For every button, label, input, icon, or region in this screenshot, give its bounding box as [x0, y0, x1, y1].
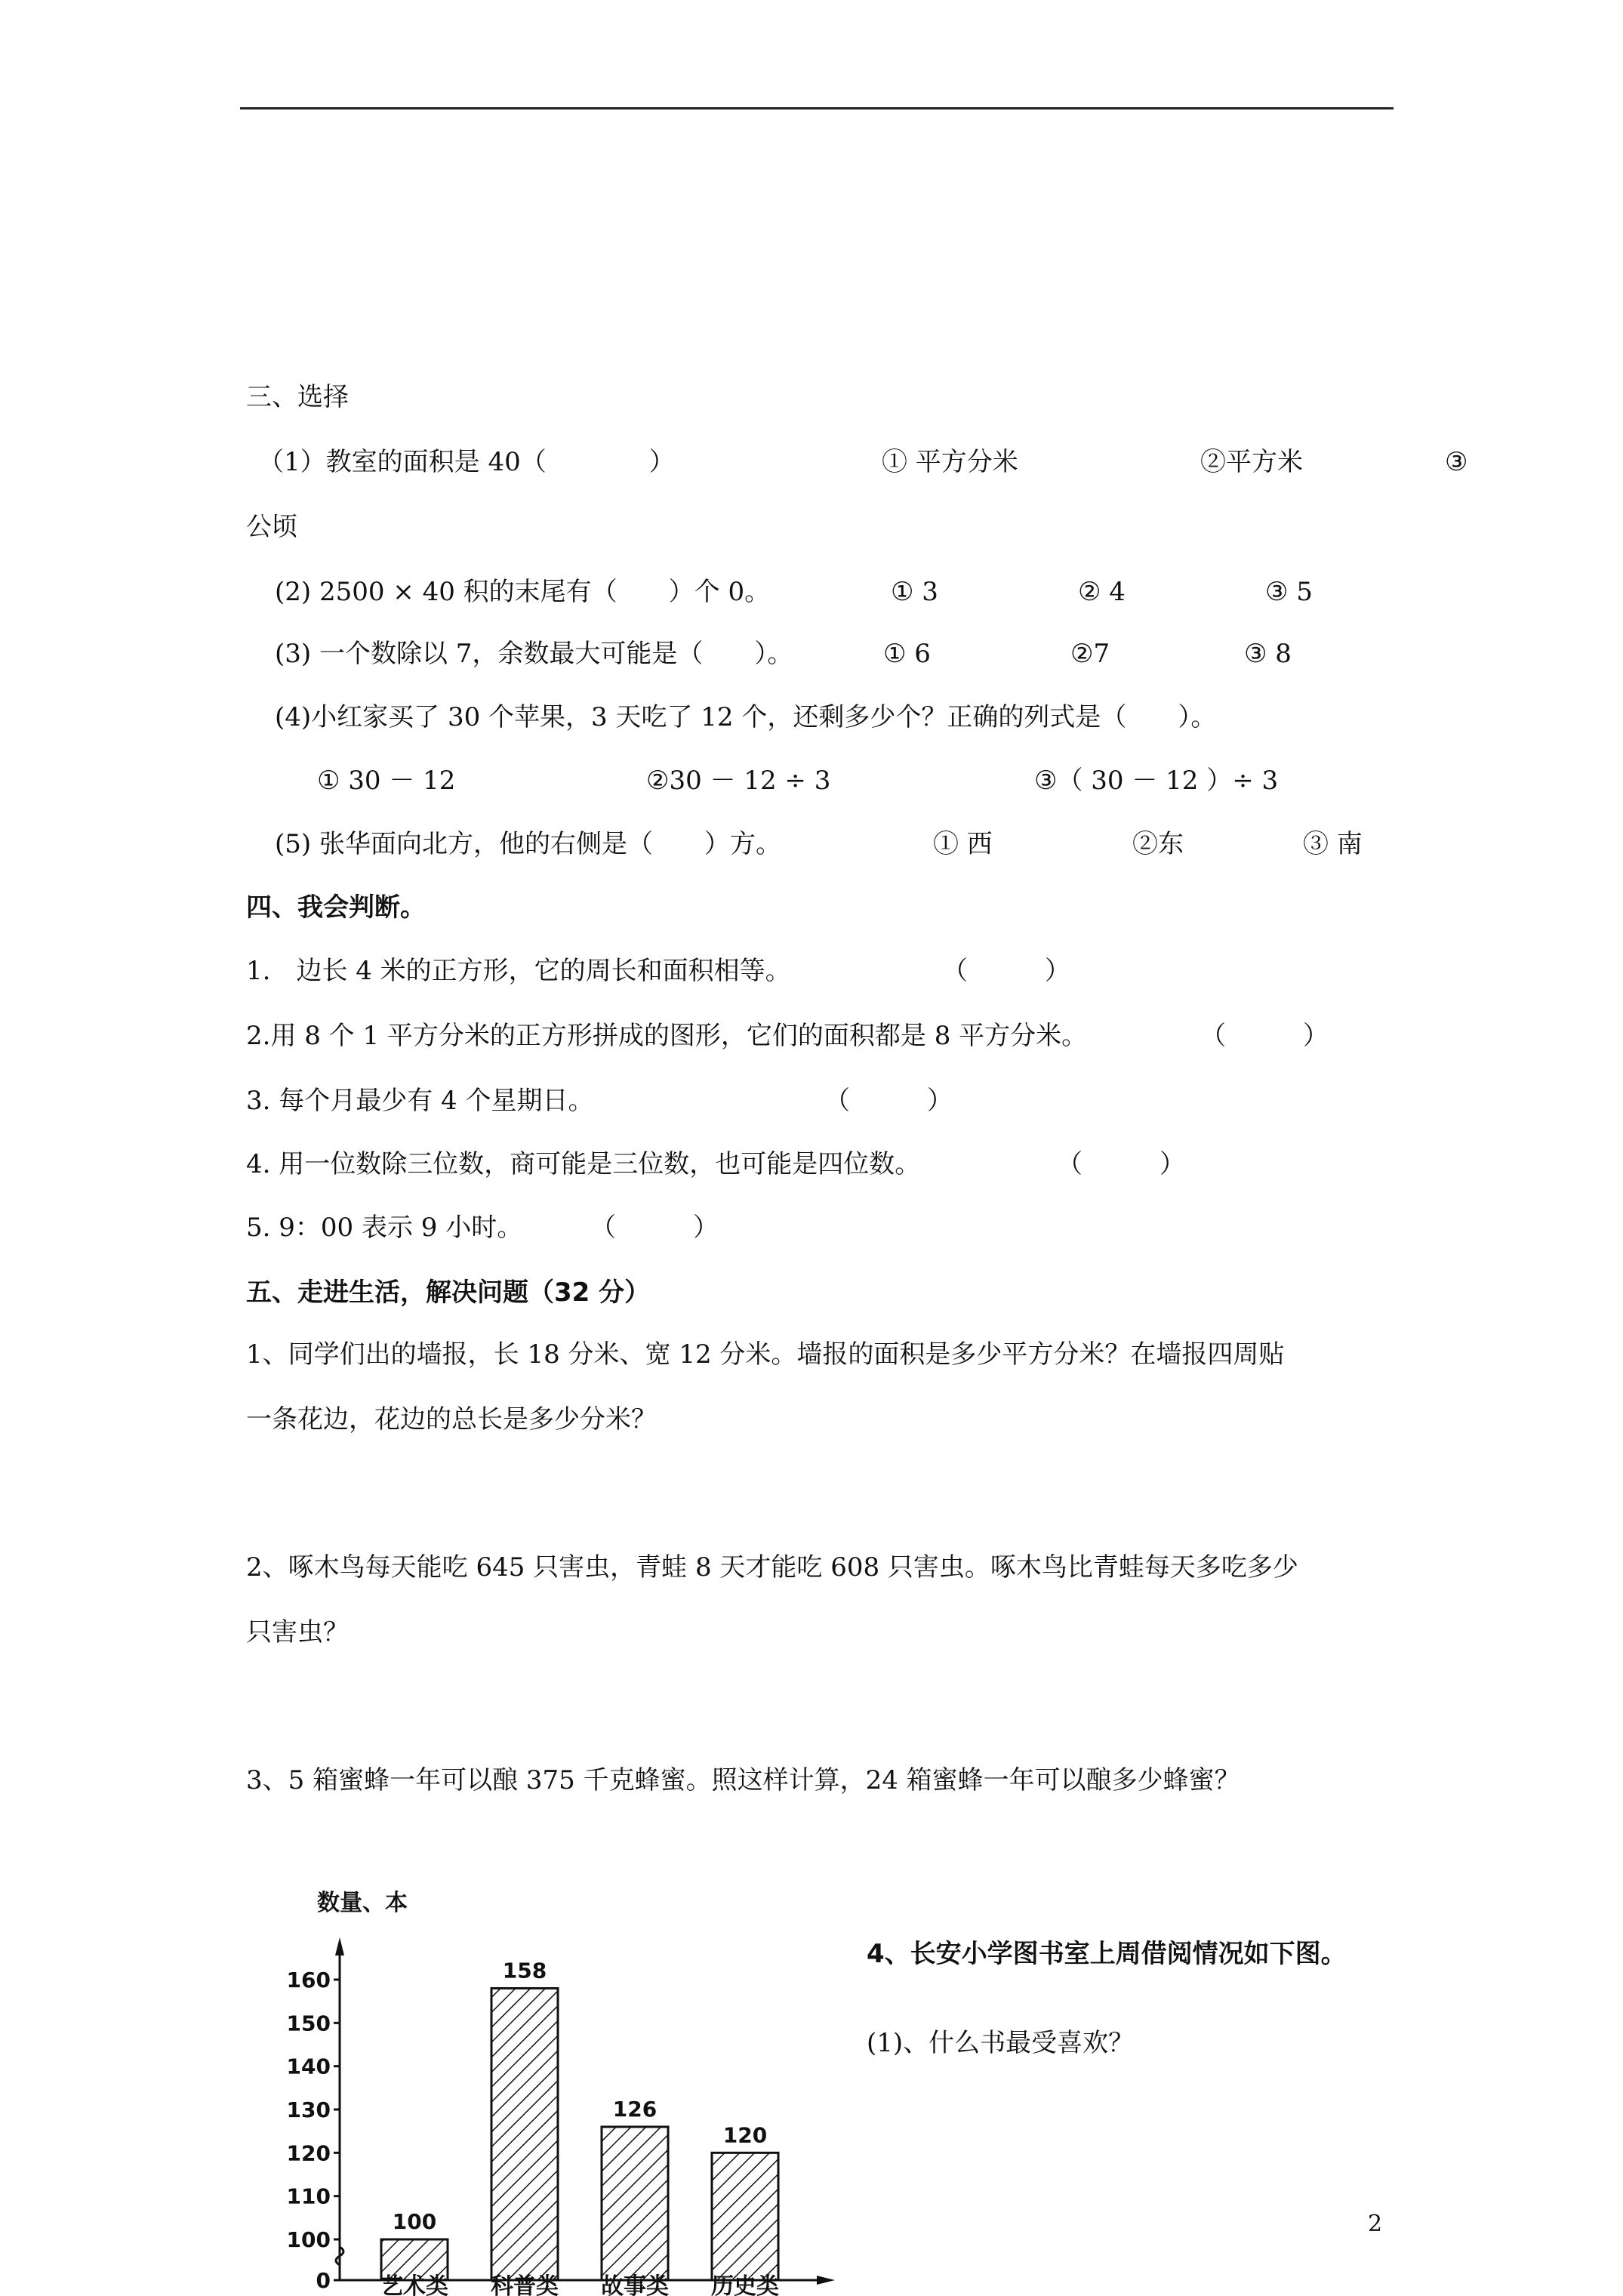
bar [712, 2153, 778, 2280]
q1-stem: （1）教室的面积是 40（ ） [258, 447, 675, 477]
problem-2-line-2: 只害虫？ [246, 1617, 349, 1647]
bar-value-label: 100 [392, 2209, 437, 2234]
q4-option-3: ③（ 30 － 12 ）÷ 3 [1034, 766, 1279, 796]
y-tick-label: 0 [316, 2268, 331, 2293]
q5-option-3: ③ 南 [1303, 829, 1363, 859]
judge-item-2-paren: （ ） [1200, 1021, 1329, 1051]
q2-option-2: ② 4 [1078, 577, 1126, 607]
y-tick-label: 140 [286, 2054, 331, 2079]
q1-option-2: ②平方米 [1200, 447, 1303, 477]
x-category-label: 艺术类 [380, 2273, 448, 2296]
y-axis-label: 数量、本 [317, 1890, 408, 1916]
y-tick-label: 160 [286, 1968, 331, 1992]
q5-option-1: ① 西 [933, 829, 993, 859]
judge-item-5-paren: （ ） [590, 1213, 719, 1243]
q5-stem: (5) 张华面向北方，他的右侧是（ ）方。 [275, 829, 781, 859]
q4-stem: (4)小红家买了 30 个苹果，3 天吃了 12 个，还剩多少个？正确的列式是（ ）。 [275, 702, 1217, 732]
y-tick-label: 100 [286, 2227, 331, 2252]
judge-item-1-paren: （ ） [942, 956, 1070, 986]
y-tick-label: 150 [286, 2011, 331, 2036]
borrowing-bar-chart [279, 1880, 853, 2296]
problem-4-question-1: (1)、什么书最受喜欢？ [867, 2028, 1135, 2058]
judge-item-2: 2.用 8 个 1 平方分米的正方形拼成的图形，它们的面积都是 8 平方分米。 [246, 1021, 1088, 1051]
x-category-label: 故事类 [601, 2273, 669, 2296]
problem-1-line-2: 一条花边，花边的总长是多少分米？ [246, 1404, 657, 1435]
section-5-title: 五、走进生活，解决问题（32 分） [246, 1277, 651, 1308]
page-number: 2 [1368, 2211, 1383, 2237]
judge-item-1: 1. 边长 4 米的正方形，它的周长和面积相等。 [246, 956, 791, 986]
q4-option-1: ① 30 － 12 [317, 766, 456, 796]
q4-option-2: ②30 － 12 ÷ 3 [646, 766, 831, 796]
section-3-title: 三、选择 [246, 382, 349, 412]
x-category-label: 科普类 [491, 2273, 559, 2296]
x-category-label: 历史类 [711, 2273, 779, 2296]
y-tick-label: 120 [286, 2140, 331, 2166]
problem-3: 3、5 箱蜜蜂一年可以酿 375 千克蜂蜜。照这样计算，24 箱蜜蜂一年可以酿多少蜂蜜？ [246, 1765, 1240, 1795]
y-tick-label: 130 [286, 2097, 331, 2122]
section-4-title: 四、我会判断。 [246, 892, 426, 923]
q5-option-2: ②东 [1132, 829, 1184, 859]
problem-4-title: 4、长安小学图书室上周借阅情况如下图。 [867, 1939, 1347, 1969]
q2-option-3: ③ 5 [1265, 577, 1313, 607]
q3-option-2: ②7 [1070, 639, 1110, 669]
judge-item-4-paren: （ ） [1057, 1149, 1185, 1179]
q1-option-3-continued: 公顷 [246, 512, 297, 542]
bar-value-label: 126 [612, 2096, 658, 2122]
q1-option-3: ③ [1445, 447, 1468, 477]
judge-item-3-paren: （ ） [824, 1086, 953, 1116]
q3-stem: (3) 一个数除以 7，余数最大可能是（ ）。 [275, 639, 793, 669]
judge-item-5: 5. 9：00 表示 9 小时。 [246, 1213, 523, 1243]
y-axis-arrow [335, 1937, 344, 1955]
y-tick-label: 110 [286, 2184, 331, 2209]
q3-option-1: ① 6 [883, 639, 931, 669]
header-rule [240, 107, 1394, 109]
bar [491, 1988, 558, 2280]
bar-value-label: 120 [722, 2122, 768, 2148]
q3-option-3: ③ 8 [1244, 639, 1292, 669]
x-axis-arrow [817, 2276, 835, 2285]
bar [602, 2127, 668, 2280]
judge-item-3: 3. 每个月最少有 4 个星期日。 [246, 1086, 594, 1116]
problem-1-line-1: 1、同学们出的墙报，长 18 分米、宽 12 分米。墙报的面积是多少平方分米？在墙报四周贴 [246, 1339, 1285, 1370]
q2-option-1: ① 3 [891, 577, 938, 607]
q2-stem: (2) 2500 × 40 积的末尾有（ ）个 0。 [275, 577, 771, 607]
judge-item-4: 4. 用一位数除三位数，商可能是三位数，也可能是四位数。 [246, 1149, 921, 1179]
bar-value-label: 158 [502, 1958, 547, 1983]
problem-2-line-1: 2、啄木鸟每天能吃 645 只害虫，青蛙 8 天才能吃 608 只害虫。啄木鸟比青蛙每天多吃多少 [246, 1552, 1298, 1583]
q1-option-1: ① 平方分米 [882, 447, 1018, 477]
